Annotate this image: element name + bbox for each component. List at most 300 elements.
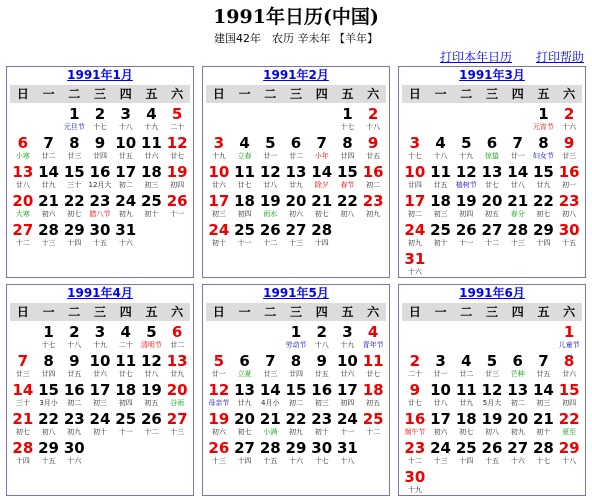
day-cell[interactable]	[87, 163, 113, 192]
day-cell[interactable]	[283, 163, 309, 192]
day-number: 21	[38, 192, 59, 210]
day-cell[interactable]	[531, 381, 557, 410]
day-cell[interactable]	[309, 352, 335, 381]
day-cell[interactable]	[206, 134, 232, 163]
day-grid	[10, 323, 190, 468]
day-number: 6	[290, 134, 302, 152]
day-cell[interactable]	[61, 163, 87, 192]
day-cell[interactable]	[87, 381, 113, 410]
lunar-label: 初十	[536, 428, 551, 436]
lunar-label: 廿五	[366, 152, 381, 160]
lunar-label: 初四	[118, 399, 133, 407]
day-number: 21	[507, 192, 529, 210]
lunar-label: 腊八节	[89, 210, 111, 218]
month-title	[7, 67, 193, 83]
day-cell[interactable]	[556, 323, 582, 352]
empty-cell	[232, 323, 258, 352]
day-cell[interactable]	[257, 134, 283, 163]
day-cell[interactable]	[505, 163, 531, 192]
day-cell[interactable]	[232, 410, 258, 439]
lunar-label: 初八	[484, 428, 499, 436]
month-title-link[interactable]: 1991年4月	[67, 286, 133, 300]
weekday-label: 四	[511, 87, 524, 101]
weekday-label: 六	[367, 87, 380, 101]
day-cell[interactable]	[87, 221, 113, 250]
lunar-label: 十六	[288, 457, 303, 465]
day-number: 27	[166, 410, 188, 428]
day-number: 31	[404, 250, 426, 268]
day-cell[interactable]	[10, 163, 36, 192]
day-cell[interactable]	[283, 352, 309, 381]
day-cell[interactable]	[36, 134, 62, 163]
day-cell[interactable]	[10, 381, 36, 410]
day-cell[interactable]	[402, 352, 428, 381]
day-cell[interactable]	[428, 134, 454, 163]
day-cell[interactable]	[505, 439, 531, 468]
day-cell[interactable]	[10, 410, 36, 439]
day-cell[interactable]	[113, 221, 139, 250]
day-number: 13	[481, 163, 503, 181]
print-help-link[interactable]: 打印帮助	[535, 50, 584, 64]
lunar-label: 十八	[67, 341, 82, 349]
lunar-label: 初七	[536, 210, 551, 218]
lunar-label: 十五	[484, 457, 499, 465]
day-cell[interactable]	[61, 352, 87, 381]
day-cell[interactable]	[206, 163, 232, 192]
day-cell[interactable]	[232, 381, 258, 410]
day-cell[interactable]	[139, 410, 165, 439]
weekday-label: 三	[94, 305, 107, 319]
day-cell[interactable]	[87, 352, 113, 381]
day-cell[interactable]	[360, 323, 386, 352]
day-cell[interactable]	[309, 134, 335, 163]
day-cell[interactable]	[531, 163, 557, 192]
day-number: 4	[239, 134, 250, 152]
day-cell[interactable]	[257, 221, 283, 250]
day-cell[interactable]	[428, 221, 454, 250]
lunar-label: 二十	[407, 370, 422, 378]
lunar-label: 廿五	[314, 370, 329, 378]
day-cell[interactable]	[453, 410, 479, 439]
day-cell[interactable]	[479, 410, 505, 439]
day-cell[interactable]	[556, 410, 582, 439]
day-cell[interactable]	[113, 192, 139, 221]
day-cell[interactable]	[309, 410, 335, 439]
day-cell[interactable]	[505, 134, 531, 163]
day-cell[interactable]	[283, 410, 309, 439]
day-cell[interactable]	[10, 221, 36, 250]
lunar-label: 廿三	[67, 152, 82, 160]
day-cell[interactable]	[232, 134, 258, 163]
day-cell[interactable]	[453, 134, 479, 163]
weekday-label: 二	[264, 305, 277, 319]
day-cell[interactable]	[164, 352, 190, 381]
day-cell[interactable]	[531, 134, 557, 163]
day-cell[interactable]	[335, 105, 361, 134]
day-number: 14	[12, 381, 34, 399]
lunar-label: 十八	[366, 123, 381, 131]
day-cell[interactable]	[335, 192, 361, 221]
day-cell[interactable]	[556, 381, 582, 410]
day-cell[interactable]	[453, 439, 479, 468]
day-cell[interactable]	[139, 323, 165, 352]
day-grid	[206, 323, 386, 468]
weekday-label: 六	[171, 87, 184, 101]
day-cell[interactable]	[360, 410, 386, 439]
month-title	[7, 285, 193, 301]
lunar-label: 清明节	[140, 341, 162, 349]
day-cell[interactable]	[87, 134, 113, 163]
lunar-label: 初十	[314, 428, 329, 436]
day-number: 16	[362, 163, 384, 181]
day-cell[interactable]	[232, 439, 258, 468]
day-cell[interactable]	[164, 163, 190, 192]
day-cell[interactable]	[402, 134, 428, 163]
day-cell[interactable]	[309, 323, 335, 352]
day-cell[interactable]	[164, 381, 190, 410]
lunar-label: 劳动节	[285, 341, 307, 349]
day-cell[interactable]	[257, 410, 283, 439]
day-cell[interactable]	[61, 410, 87, 439]
day-cell[interactable]	[164, 134, 190, 163]
lunar-label: 廿三	[15, 370, 30, 378]
day-cell[interactable]	[61, 323, 87, 352]
day-cell[interactable]	[360, 352, 386, 381]
day-cell[interactable]	[402, 163, 428, 192]
day-cell[interactable]	[360, 381, 386, 410]
day-cell[interactable]	[10, 134, 36, 163]
day-cell[interactable]	[61, 439, 87, 468]
day-cell[interactable]	[453, 221, 479, 250]
day-cell[interactable]	[402, 221, 428, 250]
day-number: 18	[362, 381, 384, 399]
lunar-label: 春分	[510, 210, 525, 218]
day-cell[interactable]	[206, 221, 232, 250]
day-cell[interactable]	[309, 381, 335, 410]
day-cell[interactable]	[87, 105, 113, 134]
day-cell[interactable]	[335, 323, 361, 352]
day-cell[interactable]	[164, 323, 190, 352]
day-cell[interactable]	[479, 134, 505, 163]
day-cell[interactable]	[113, 410, 139, 439]
day-cell[interactable]	[531, 192, 557, 221]
day-cell[interactable]	[139, 105, 165, 134]
day-cell[interactable]	[335, 163, 361, 192]
day-cell[interactable]	[113, 105, 139, 134]
day-cell[interactable]	[309, 221, 335, 250]
day-cell[interactable]	[309, 439, 335, 468]
lunar-label: 廿五	[67, 370, 82, 378]
day-cell[interactable]	[428, 410, 454, 439]
day-cell[interactable]	[87, 410, 113, 439]
day-cell[interactable]	[556, 105, 582, 134]
day-cell[interactable]	[309, 163, 335, 192]
day-number: 11	[115, 352, 137, 370]
day-number: 20	[234, 410, 255, 428]
day-cell[interactable]	[232, 192, 258, 221]
day-number: 13	[166, 352, 188, 370]
day-cell[interactable]	[206, 352, 232, 381]
day-cell[interactable]	[36, 323, 62, 352]
day-cell[interactable]	[36, 410, 62, 439]
print-year-link[interactable]: 打印本年日历	[439, 50, 512, 64]
day-cell[interactable]	[428, 381, 454, 410]
day-cell[interactable]	[113, 163, 139, 192]
lunar-label: 十四	[459, 457, 474, 465]
day-cell[interactable]	[139, 352, 165, 381]
day-number: 16	[404, 410, 426, 428]
day-cell[interactable]	[531, 439, 557, 468]
day-cell[interactable]	[360, 192, 386, 221]
day-cell[interactable]	[113, 323, 139, 352]
day-cell[interactable]	[164, 105, 190, 134]
month-panel	[202, 284, 390, 496]
lunar-label: 立夏	[237, 370, 252, 378]
day-cell[interactable]	[283, 439, 309, 468]
weekday-label: 六	[367, 305, 380, 319]
day-cell[interactable]	[335, 352, 361, 381]
day-cell[interactable]	[428, 352, 454, 381]
weekday-label: 一	[434, 305, 447, 319]
day-number: 29	[38, 439, 59, 457]
day-cell[interactable]	[479, 439, 505, 468]
day-cell[interactable]	[402, 439, 428, 468]
day-cell[interactable]	[402, 381, 428, 410]
day-cell[interactable]	[453, 163, 479, 192]
day-cell[interactable]	[36, 381, 62, 410]
lunar-label: 初十	[92, 428, 107, 436]
day-number: 22	[336, 192, 358, 210]
day-number: 7	[43, 134, 54, 152]
lunar-label: 元旦节	[63, 123, 85, 131]
day-number: 5	[213, 352, 225, 370]
day-cell[interactable]	[453, 192, 479, 221]
day-cell[interactable]	[139, 192, 165, 221]
empty-cell	[402, 323, 428, 352]
day-cell[interactable]	[61, 381, 87, 410]
day-cell[interactable]	[428, 192, 454, 221]
day-cell[interactable]	[36, 439, 62, 468]
day-cell[interactable]	[556, 192, 582, 221]
day-cell[interactable]	[556, 163, 582, 192]
day-cell[interactable]	[360, 163, 386, 192]
day-number: 1	[342, 105, 353, 123]
day-number: 1	[290, 323, 302, 341]
day-cell[interactable]	[531, 105, 557, 134]
day-cell[interactable]	[206, 410, 232, 439]
day-cell[interactable]	[556, 221, 582, 250]
lunar-label: 初七	[67, 210, 82, 218]
day-cell[interactable]	[479, 352, 505, 381]
lunar-label: 初九	[366, 210, 381, 218]
day-number: 31	[336, 439, 358, 457]
day-number: 8	[69, 134, 80, 152]
day-cell[interactable]	[402, 468, 428, 497]
day-cell[interactable]	[283, 323, 309, 352]
day-cell[interactable]	[402, 192, 428, 221]
empty-cell	[309, 105, 335, 134]
day-cell[interactable]	[36, 163, 62, 192]
day-cell[interactable]	[453, 381, 479, 410]
day-cell[interactable]	[232, 221, 258, 250]
lunar-label: 春节	[340, 181, 355, 189]
day-cell[interactable]	[335, 410, 361, 439]
lunar-label: 4月小	[261, 399, 280, 407]
lunar-label: 初九	[407, 239, 422, 247]
lunar-label: 初一	[562, 181, 577, 189]
day-cell[interactable]	[505, 410, 531, 439]
day-cell[interactable]	[335, 134, 361, 163]
day-cell[interactable]	[87, 323, 113, 352]
day-cell[interactable]	[556, 439, 582, 468]
day-cell[interactable]	[61, 192, 87, 221]
day-number: 25	[430, 221, 451, 239]
day-cell[interactable]	[479, 381, 505, 410]
month-title-link[interactable]: 1991年6月	[459, 286, 525, 300]
day-cell[interactable]	[479, 163, 505, 192]
day-cell[interactable]	[113, 352, 139, 381]
weekday-label: 三	[290, 305, 303, 319]
weekday-label: 日	[408, 305, 421, 319]
day-cell[interactable]	[10, 352, 36, 381]
day-cell[interactable]	[531, 352, 557, 381]
lunar-label: 十二	[407, 457, 422, 465]
weekday-label: 六	[563, 305, 576, 319]
lunar-label: 初四	[562, 399, 577, 407]
day-cell[interactable]	[257, 352, 283, 381]
lunar-label: 十五	[263, 457, 278, 465]
day-cell[interactable]	[61, 221, 87, 250]
day-cell[interactable]	[556, 352, 582, 381]
day-cell[interactable]	[36, 221, 62, 250]
day-cell[interactable]	[36, 192, 62, 221]
day-cell[interactable]	[87, 192, 113, 221]
day-cell[interactable]	[113, 381, 139, 410]
month-title-link[interactable]: 1991年1月	[67, 68, 133, 82]
day-number: 12	[208, 381, 230, 399]
weekday-label: 三	[290, 87, 303, 101]
day-number: 16	[89, 163, 111, 181]
day-cell[interactable]	[283, 221, 309, 250]
lunar-label: 初三	[144, 181, 159, 189]
day-cell[interactable]	[36, 352, 62, 381]
day-cell[interactable]	[402, 410, 428, 439]
day-cell[interactable]	[232, 163, 258, 192]
lunar-label: 十八	[314, 341, 329, 349]
day-cell[interactable]	[61, 105, 87, 134]
lunar-label: 廿九	[41, 181, 56, 189]
weekday-label: 一	[42, 305, 55, 319]
lunar-label: 妇女节	[532, 152, 554, 160]
month-title-link[interactable]: 1991年2月	[263, 68, 329, 82]
day-cell[interactable]	[360, 134, 386, 163]
lunar-label: 初十	[211, 239, 226, 247]
day-cell[interactable]	[61, 134, 87, 163]
day-cell[interactable]	[139, 134, 165, 163]
day-cell[interactable]	[257, 163, 283, 192]
empty-cell	[479, 323, 505, 352]
day-cell[interactable]	[428, 439, 454, 468]
day-cell[interactable]	[139, 381, 165, 410]
day-cell[interactable]	[206, 381, 232, 410]
lunar-label: 廿四	[288, 370, 303, 378]
day-cell[interactable]	[505, 221, 531, 250]
month-panel	[202, 66, 390, 278]
day-cell[interactable]	[556, 134, 582, 163]
day-cell[interactable]	[335, 381, 361, 410]
day-number: 5	[461, 134, 472, 152]
day-cell[interactable]	[206, 439, 232, 468]
day-cell[interactable]	[531, 221, 557, 250]
lunar-label: 初二	[67, 399, 82, 407]
day-cell[interactable]	[232, 352, 258, 381]
lunar-label: 廿四	[340, 152, 355, 160]
day-cell[interactable]	[139, 163, 165, 192]
lunar-label: 初十	[433, 239, 448, 247]
day-cell[interactable]	[335, 439, 361, 468]
day-cell[interactable]	[283, 381, 309, 410]
day-cell[interactable]	[257, 192, 283, 221]
day-cell[interactable]	[453, 352, 479, 381]
day-number: 22	[63, 192, 85, 210]
lunar-label: 初五	[484, 210, 499, 218]
lunar-label: 廿三	[562, 152, 577, 160]
lunar-label: 初五	[144, 399, 159, 407]
day-cell[interactable]	[309, 192, 335, 221]
day-cell[interactable]	[164, 192, 190, 221]
day-cell[interactable]	[10, 439, 36, 468]
day-cell[interactable]	[479, 192, 505, 221]
day-cell[interactable]	[164, 410, 190, 439]
weekday-label: 日	[212, 305, 225, 319]
weekday-label: 五	[145, 87, 158, 101]
month-title-link[interactable]: 1991年5月	[263, 286, 329, 300]
day-cell[interactable]	[531, 410, 557, 439]
lunar-label: 十六	[562, 123, 577, 131]
lunar-label: 初九	[510, 428, 525, 436]
day-number: 26	[455, 221, 477, 239]
day-cell[interactable]	[206, 192, 232, 221]
day-cell[interactable]	[257, 381, 283, 410]
day-cell[interactable]	[505, 192, 531, 221]
lunar-label: 廿八	[15, 181, 30, 189]
day-cell[interactable]	[257, 439, 283, 468]
day-cell[interactable]	[10, 192, 36, 221]
day-cell[interactable]	[283, 192, 309, 221]
day-cell[interactable]	[283, 134, 309, 163]
day-cell[interactable]	[360, 105, 386, 134]
day-cell[interactable]	[479, 221, 505, 250]
lunar-label: 十二	[366, 428, 381, 436]
day-number: 14	[38, 163, 59, 181]
lunar-label: 十二	[15, 239, 30, 247]
day-number: 8	[342, 134, 353, 152]
day-cell[interactable]	[402, 250, 428, 279]
day-number: 3	[342, 323, 353, 341]
day-cell[interactable]	[113, 134, 139, 163]
day-cell[interactable]	[505, 381, 531, 410]
lunar-label: 十六	[67, 457, 82, 465]
lunar-label: 十三	[433, 457, 448, 465]
day-cell[interactable]	[428, 163, 454, 192]
lunar-label: 十七	[314, 457, 329, 465]
day-cell[interactable]	[505, 352, 531, 381]
month-title-link[interactable]: 1991年3月	[459, 68, 525, 82]
lunar-label: 3月小	[39, 399, 58, 407]
weekday-header	[206, 85, 386, 103]
lunar-label: 廿八	[510, 181, 525, 189]
day-number: 19	[166, 163, 188, 181]
